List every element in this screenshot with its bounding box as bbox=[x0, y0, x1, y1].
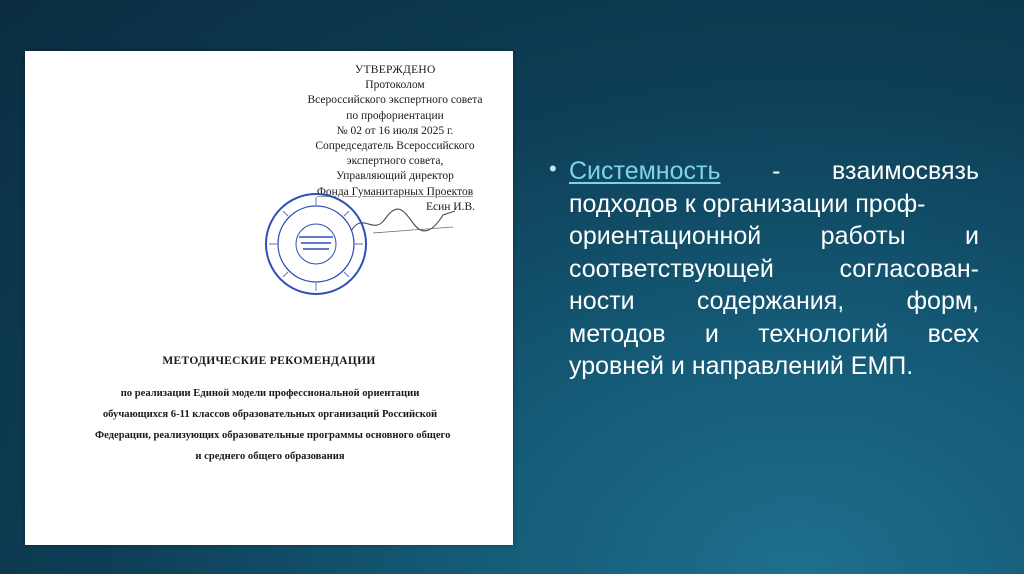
word: форм, bbox=[906, 287, 979, 315]
word: соответствующей bbox=[569, 254, 774, 283]
word: взаимосвязь bbox=[832, 157, 979, 185]
term-link: Системность bbox=[569, 157, 721, 185]
subtitle-line: и среднего общего образования bbox=[195, 451, 345, 462]
bullet-line bbox=[549, 155, 979, 188]
word: подходов к организации проф- bbox=[569, 189, 926, 218]
word: методов bbox=[569, 319, 666, 348]
approval-line: № 02 от 16 июля 2025 г. bbox=[336, 124, 454, 137]
approval-signer: Есин И.В. bbox=[425, 200, 475, 213]
approval-line: Сопредседатель Всероссийского bbox=[315, 140, 475, 153]
word: и bbox=[965, 222, 979, 250]
document-subtitle bbox=[95, 383, 451, 467]
document-image bbox=[25, 51, 513, 545]
word: технологий bbox=[758, 319, 889, 348]
word: всех bbox=[927, 319, 979, 348]
word: содержания, bbox=[696, 287, 845, 315]
word: уровней и направлений ЕМП. bbox=[569, 352, 914, 380]
subtitle-line: Федерации, реализующих образовательные программы основного общего bbox=[95, 430, 451, 441]
approval-line: Протоколом bbox=[365, 79, 425, 92]
bullet-line bbox=[549, 220, 979, 253]
approval-line: Управляющий директор bbox=[336, 170, 454, 183]
approval-line: Всероссийского экспертного совета bbox=[307, 94, 483, 107]
word: ориентационной bbox=[569, 222, 762, 250]
bullet-line bbox=[549, 350, 979, 383]
word: работы bbox=[820, 222, 906, 250]
bullet-marker: • bbox=[549, 156, 557, 181]
approval-line: по профориентации bbox=[346, 109, 444, 122]
subtitle-line: обучающихся 6-11 классов образовательных организаций Российской bbox=[102, 409, 438, 420]
document-title: МЕТОДИЧЕСКИЕ РЕКОМЕНДАЦИИ bbox=[162, 355, 376, 367]
word: согласован- bbox=[839, 254, 979, 283]
bullet-line bbox=[549, 285, 979, 318]
approval-line: экспертного совета, bbox=[346, 155, 444, 168]
word: и bbox=[704, 319, 719, 348]
bullet-line bbox=[549, 318, 979, 351]
word: ности bbox=[569, 287, 635, 315]
approval-fund: Фонда Гуманитарных Проектов bbox=[316, 185, 474, 198]
bullet-text bbox=[549, 155, 979, 383]
bullet-line bbox=[549, 188, 979, 221]
seal-stamp bbox=[263, 191, 369, 297]
approval-heading: УТВЕРЖДЕНО bbox=[355, 64, 436, 76]
subtitle-line: по реализации Единой модели профессиональной ориентации bbox=[120, 388, 420, 399]
bullet-line bbox=[549, 253, 979, 286]
word: - bbox=[772, 157, 781, 185]
